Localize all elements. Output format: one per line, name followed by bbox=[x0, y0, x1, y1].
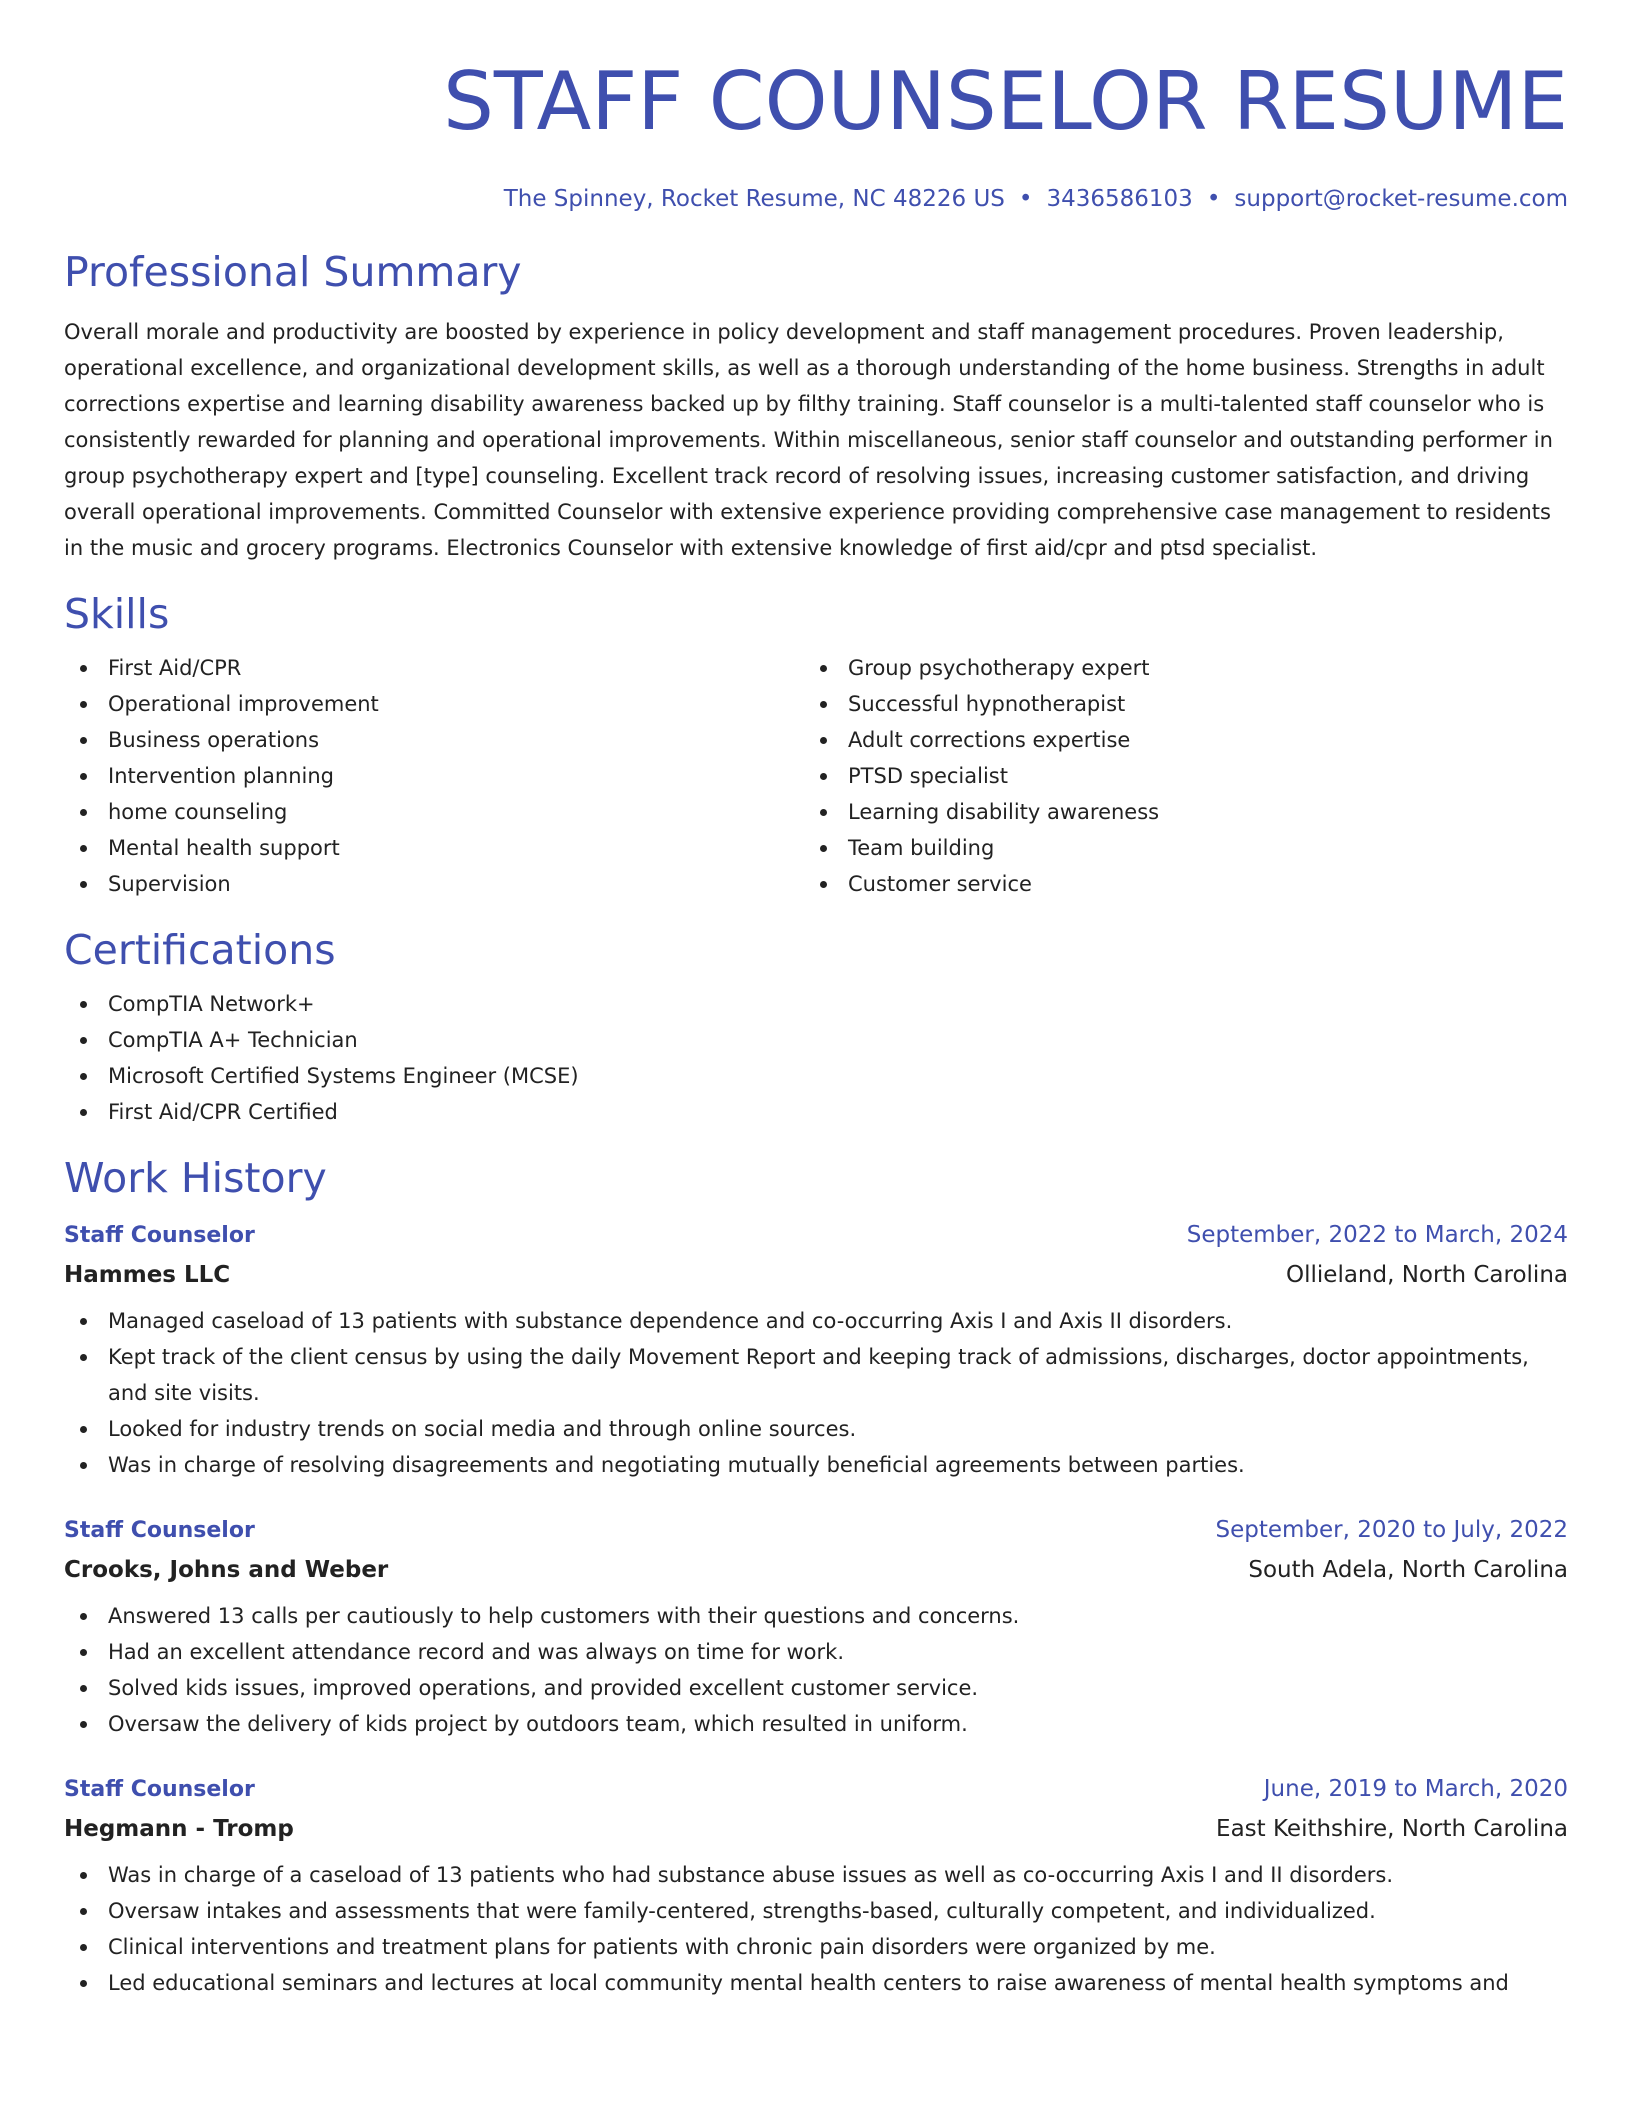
job-company: Hegmann - Tromp bbox=[64, 1816, 294, 1842]
certification-item: Microsoft Certified Systems Engineer (MCSE) bbox=[64, 1058, 1568, 1094]
certification-item: CompTIA Network+ bbox=[64, 986, 1568, 1022]
skill-item: Intervention planning bbox=[64, 758, 804, 794]
skill-item: PTSD specialist bbox=[804, 758, 1544, 794]
resume-title: STAFF COUNSELOR RESUME bbox=[443, 55, 1568, 148]
job-bullet: Kept track of the client census by using the daily Movement Report and keeping track of admissions, discharges, doctor appointments, and site visits. bbox=[64, 1339, 1568, 1411]
certification-item: CompTIA A+ Technician bbox=[64, 1022, 1568, 1058]
skills-left-list bbox=[64, 650, 804, 902]
certifications-section bbox=[64, 924, 1568, 1130]
certifications-list bbox=[64, 986, 1568, 1130]
skill-item: Supervision bbox=[64, 866, 804, 902]
contact-line bbox=[64, 184, 1568, 214]
contact-phone: 3436586103 bbox=[1046, 186, 1193, 212]
contact-email: support@rocket-resume.com bbox=[1234, 186, 1568, 212]
job-location: South Adela, North Carolina bbox=[1248, 1557, 1568, 1583]
job-bullet: Was in charge of resolving disagreements and negotiating mutually beneficial agreements between parties. bbox=[64, 1447, 1568, 1483]
job-bullet: Managed caseload of 13 patients with substance dependence and co-occurring Axis I and Axis II disorders. bbox=[64, 1303, 1568, 1339]
skill-item: Learning disability awareness bbox=[804, 794, 1544, 830]
job-bullet: Was in charge of a caseload of 13 patients who had substance abuse issues as well as co-occurring Axis I and II disorders. bbox=[64, 1857, 1568, 1893]
skill-item: Customer service bbox=[804, 866, 1544, 902]
summary-section bbox=[64, 246, 1568, 566]
job-bullet: Answered 13 calls per cautiously to help customers with their questions and concerns. bbox=[64, 1598, 1568, 1634]
skill-item: Mental health support bbox=[64, 830, 804, 866]
job-dates: June, 2019 to March, 2020 bbox=[1263, 1776, 1568, 1802]
work-history-heading: Work History bbox=[64, 1154, 327, 1202]
job-dates: September, 2020 to July, 2022 bbox=[1215, 1517, 1568, 1543]
job-title: Staff Counselor bbox=[64, 1223, 255, 1248]
job-company-row bbox=[64, 1809, 1568, 1849]
contact-address: The Spinney, Rocket Resume, NC 48226 US bbox=[503, 186, 1005, 212]
job-bullets bbox=[64, 1598, 1568, 1742]
skill-item: Business operations bbox=[64, 722, 804, 758]
skill-item: Team building bbox=[804, 830, 1544, 866]
job-bullet: Solved kids issues, improved operations, and provided excellent customer service. bbox=[64, 1670, 1568, 1706]
work-history-section bbox=[64, 1152, 1568, 2001]
resume-header bbox=[64, 54, 1568, 214]
job-entry bbox=[64, 1511, 1568, 1742]
job-bullet: Had an excellent attendance record and was always on time for work. bbox=[64, 1634, 1568, 1670]
job-bullet: Led educational seminars and lectures at local community mental health centers to raise awareness of mental health symptoms and bbox=[64, 1965, 1568, 2001]
certification-item: First Aid/CPR Certified bbox=[64, 1094, 1568, 1130]
job-title: Staff Counselor bbox=[64, 1518, 255, 1543]
skill-item: home counseling bbox=[64, 794, 804, 830]
job-title-row bbox=[64, 1770, 1568, 1809]
skill-item: First Aid/CPR bbox=[64, 650, 804, 686]
job-dates: September, 2022 to March, 2024 bbox=[1186, 1222, 1568, 1248]
contact-separator: • bbox=[1018, 186, 1033, 212]
job-company-row bbox=[64, 1550, 1568, 1590]
job-location: East Keithshire, North Carolina bbox=[1216, 1816, 1568, 1842]
job-bullet: Oversaw the delivery of kids project by outdoors team, which resulted in uniform. bbox=[64, 1706, 1568, 1742]
summary-heading: Professional Summary bbox=[64, 248, 522, 296]
skills-grid bbox=[64, 650, 1568, 902]
job-bullets bbox=[64, 1303, 1568, 1483]
job-entry bbox=[64, 1770, 1568, 2001]
summary-text: Overall morale and productivity are boosted by experience in policy development and staff management procedures. Proven leadership, operational excellence, and organizational development skills, as well as a thorough understanding of the home business. Strengths in adult corrections expertise and learning disability awareness backed up by filthy training. Staff counselor is a multi-talented staff counselor who is consistently rewarded for planning and operational improvements. Within miscellaneous, senior staff counselor and outstanding performer in group psychotherapy expert and [type] counseling. Excellent track record of resolving issues, increasing customer satisfaction, and driving overall operational improvements. Committed Counselor with extensive experience providing comprehensive case management to residents in the music and grocery programs. Electronics Counselor with extensive knowledge of first aid/cpr and ptsd specialist. bbox=[64, 320, 1553, 560]
job-title: Staff Counselor bbox=[64, 1777, 255, 1802]
job-company: Crooks, Johns and Weber bbox=[64, 1557, 389, 1583]
skill-item: Successful hypnotherapist bbox=[804, 686, 1544, 722]
job-bullet: Clinical interventions and treatment plans for patients with chronic pain disorders were organized by me. bbox=[64, 1929, 1568, 1965]
skill-item: Operational improvement bbox=[64, 686, 804, 722]
skills-section bbox=[64, 588, 1568, 902]
job-title-row bbox=[64, 1216, 1568, 1255]
job-title-row bbox=[64, 1511, 1568, 1550]
job-company: Hammes LLC bbox=[64, 1262, 231, 1288]
job-company-row bbox=[64, 1255, 1568, 1295]
contact-separator: • bbox=[1206, 186, 1221, 212]
job-entry bbox=[64, 1216, 1568, 1483]
certifications-heading: Certifications bbox=[64, 926, 336, 974]
skill-item: Group psychotherapy expert bbox=[804, 650, 1544, 686]
job-bullet: Looked for industry trends on social media and through online sources. bbox=[64, 1411, 1568, 1447]
skills-right-list bbox=[804, 650, 1544, 902]
job-bullet: Oversaw intakes and assessments that were family-centered, strengths-based, culturally competent, and individualized. bbox=[64, 1893, 1568, 1929]
job-bullets bbox=[64, 1857, 1568, 2001]
skills-heading: Skills bbox=[64, 590, 170, 638]
job-location: Ollieland, North Carolina bbox=[1286, 1262, 1568, 1288]
skill-item: Adult corrections expertise bbox=[804, 722, 1544, 758]
